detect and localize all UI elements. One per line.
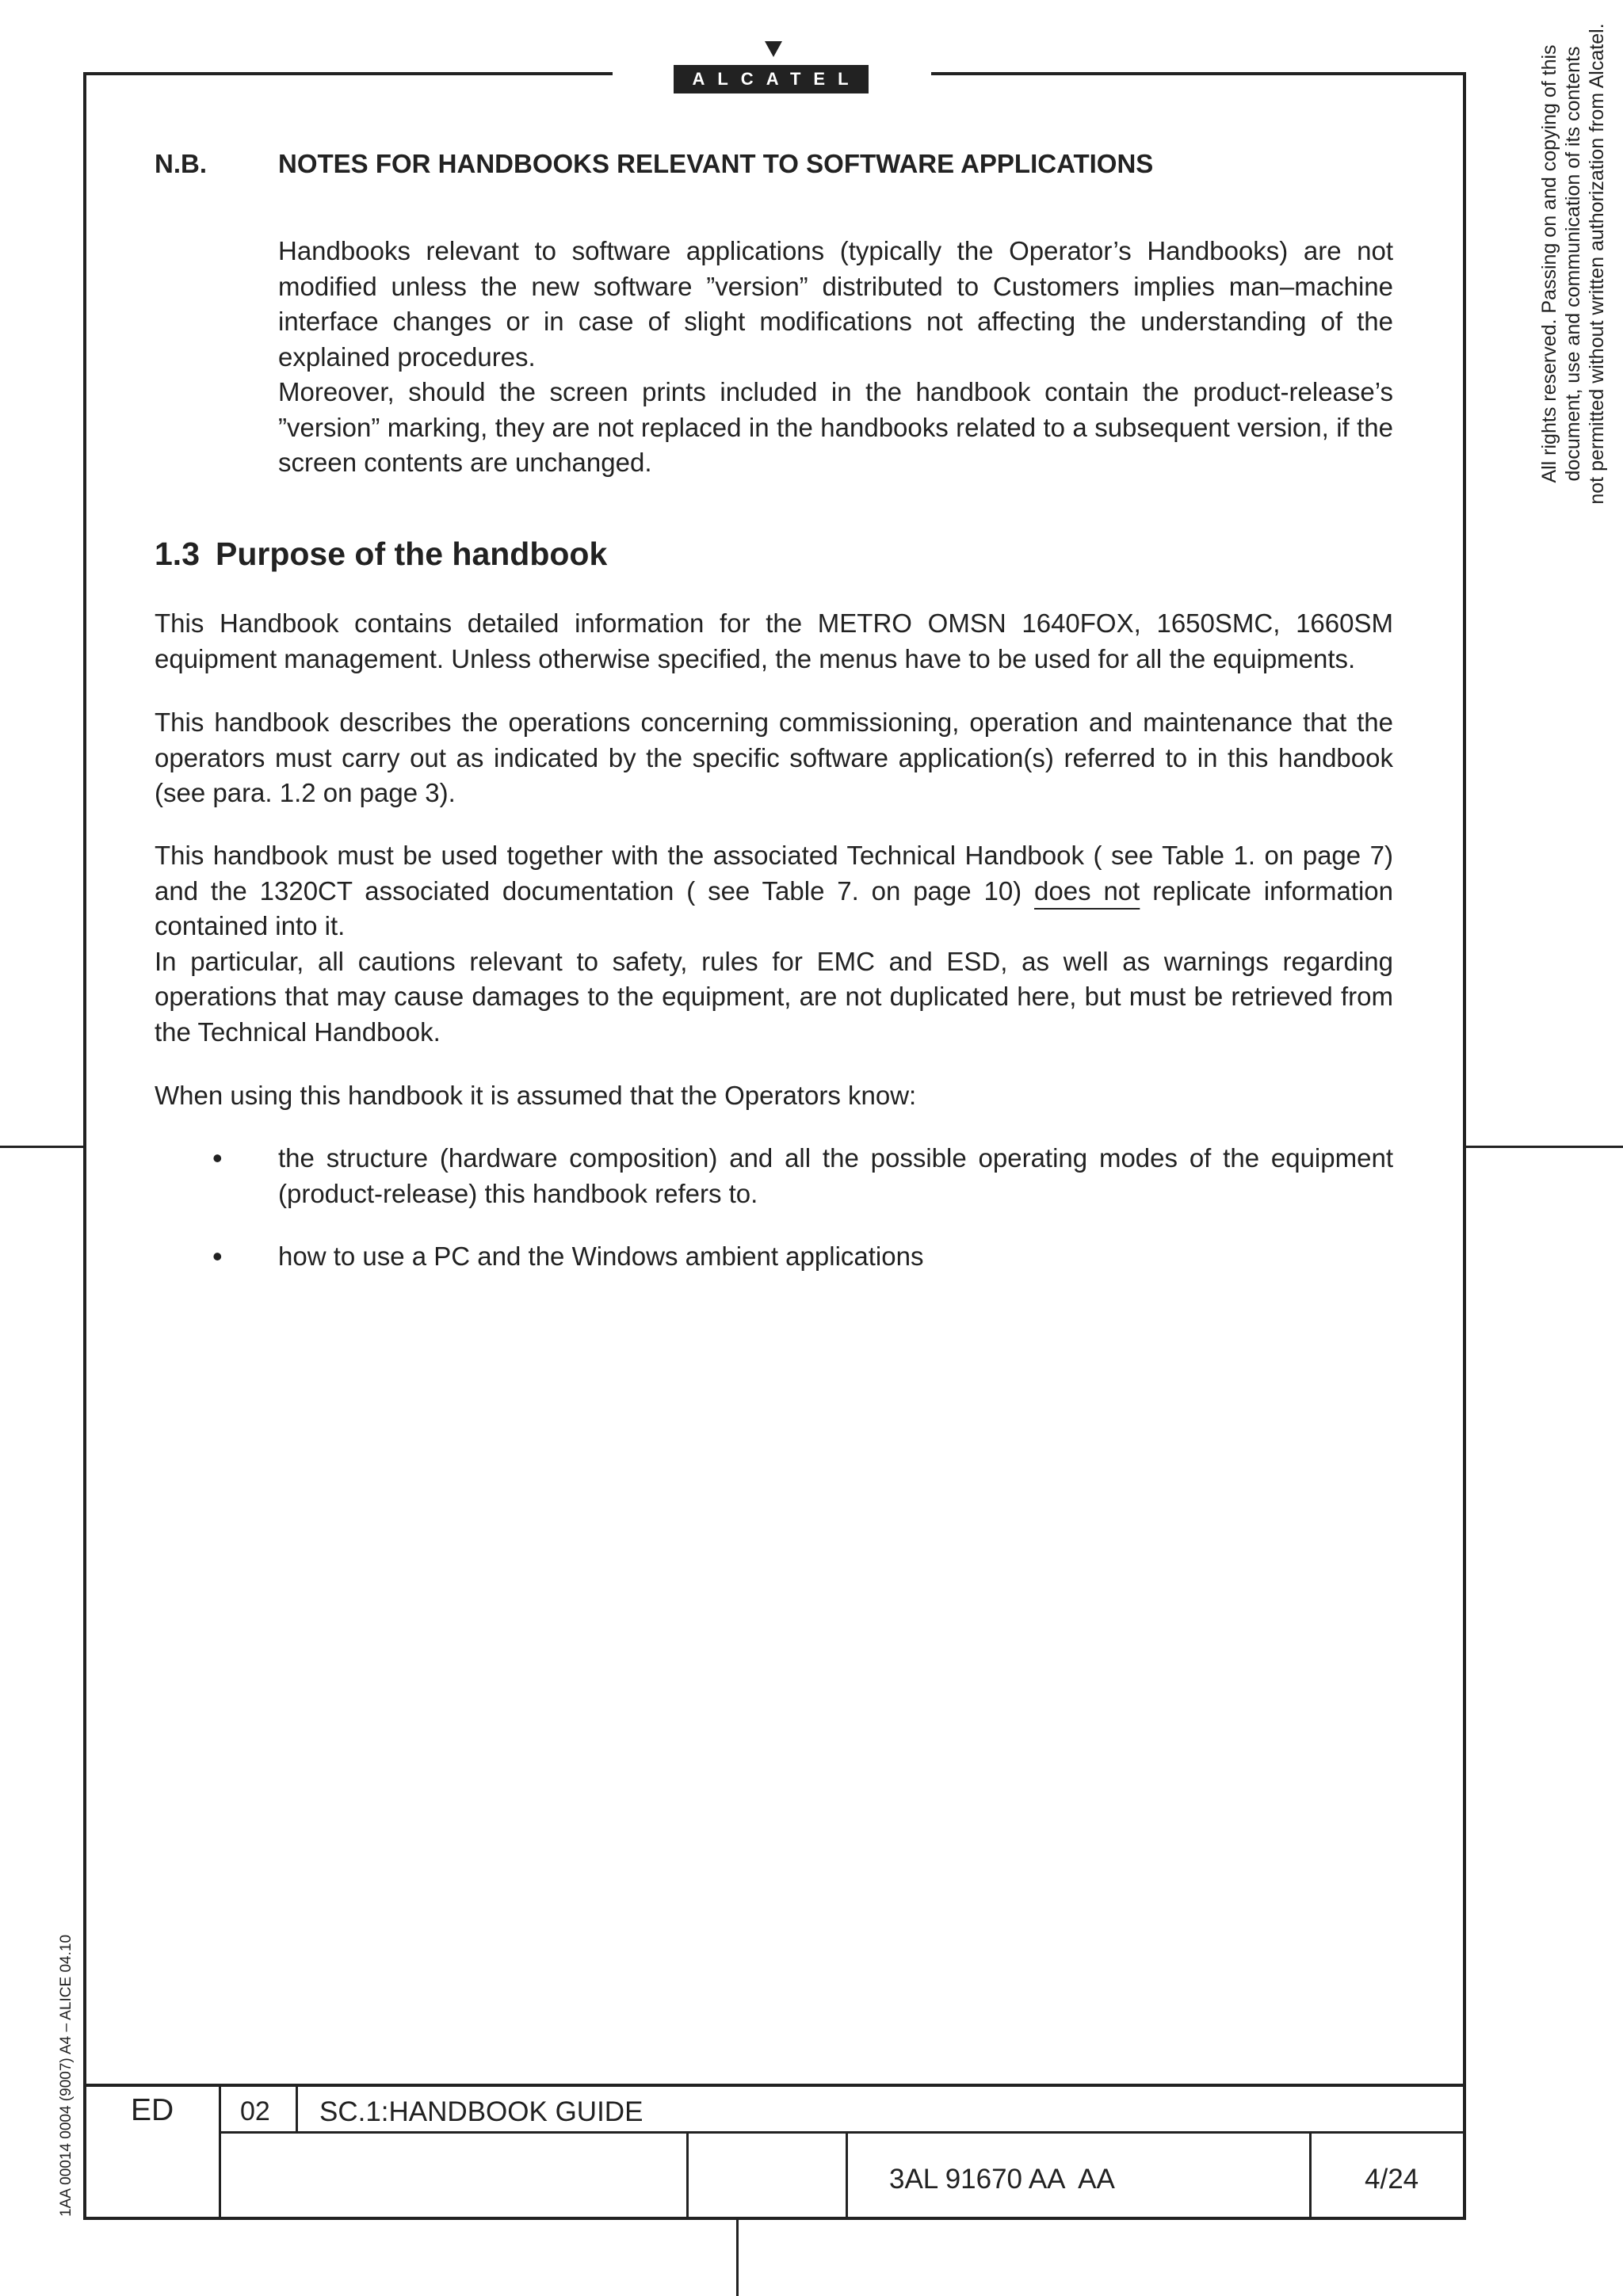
form-code: 1AA 00014 0004 (9007) A4 – ALICE 04.10 xyxy=(58,1934,74,2217)
frame-top-right xyxy=(931,72,1466,75)
note-label: N.B. xyxy=(155,149,207,178)
section-number: 1.3 xyxy=(155,536,200,572)
alcatel-logo: ALCATEL xyxy=(674,65,869,93)
bullet-marker-2: • xyxy=(212,1240,223,1272)
footer-divider-b xyxy=(846,2131,848,2220)
section-title: Purpose of the handbook xyxy=(216,536,608,572)
bullet-item-2: how to use a PC and the Windows ambient applications xyxy=(278,1241,924,1271)
bullet-marker-1: • xyxy=(212,1142,223,1174)
note-paragraph-2: Moreover, should the screen prints included in the handbook contain the product-release’s ”version” marking, they are not replaced in the handbooks related to a subsequent version, if the screen contents are unchanged. xyxy=(278,377,1393,477)
footer-document-title: SC.1:HANDBOOK GUIDE xyxy=(319,2096,643,2127)
margin-tick-left xyxy=(0,1146,83,1148)
section-heading xyxy=(155,536,607,573)
footer-divider-c xyxy=(1309,2131,1312,2220)
copyright-notice: All rights reserved. Passing on and copying of this document, use and communication of its contents not permitted without written authorization from Alcatel. xyxy=(1538,23,1608,505)
footer-middle-border xyxy=(220,2131,1466,2134)
footer-ed-label: ED xyxy=(131,2093,174,2127)
emphasis-does-not: does not xyxy=(1034,875,1140,906)
margin-tick-right xyxy=(1466,1146,1623,1148)
margin-tick-bottom xyxy=(736,2220,739,2296)
section-paragraph-2: This handbook describes the operations concerning commissioning, operation and maintenance that the operators must carry out as indicated by the specific software application(s) referred to in this handbook (see para. 1.2 on page 3). xyxy=(155,707,1393,807)
section-paragraph-5: When using this handbook it is assumed that the Operators know: xyxy=(155,1081,917,1110)
note-title: NOTES FOR HANDBOOKS RELEVANT TO SOFTWARE APPLICATIONS xyxy=(278,149,1154,178)
footer-divider-edition xyxy=(296,2084,298,2133)
frame-bottom xyxy=(83,2217,1466,2220)
frame-top-left xyxy=(83,72,613,75)
note-paragraph-1: Handbooks relevant to software applications (typically the Operator’s Handbooks) are not modified unless the new software ”version” distributed to Customers implies man–machine interface changes or in case of slight modifications not affecting the understanding of the explained procedures. xyxy=(278,236,1393,372)
footer-top-border xyxy=(83,2084,1466,2087)
frame-left xyxy=(83,72,86,2220)
bullet-item-1: the structure (hardware composition) and all the possible operating modes of the equipment (product-release) this handbook refers to. xyxy=(278,1143,1393,1208)
footer-divider-ed xyxy=(219,2084,221,2220)
section-paragraph-4: In particular, all cautions relevant to safety, rules for EMC and ESD, as well as warnings regarding operations that may cause damages to the equipment, are not duplicated here, but must be retrieved from the Technical Handbook. xyxy=(155,946,1393,1047)
footer-divider-a xyxy=(686,2131,689,2220)
footer-edition-number: 02 xyxy=(240,2096,270,2126)
footer-document-code: 3AL 91670 AA AA xyxy=(889,2164,1115,2195)
section-paragraph-3: This handbook must be used together with the associated Technical Handbook ( see Table 1. on page 7) and the 1320CT associated documentation ( see Table 7. on page 10) does not replicate information contained into it. In particular, all cautions relevant to safety, rules for EMC and ESD, as well as warnings regarding operations that may cause damages to the equipment, are not duplicated here, but must be retrieved from the Technical Handbook. xyxy=(155,838,1393,1050)
footer-page-number: 4/24 xyxy=(1365,2164,1419,2195)
logo-triangle-icon xyxy=(765,41,782,57)
section-paragraph-1: This Handbook contains detailed information for the METRO OMSN 1640FOX, 1650SMC, 1660SM equipment management. Unless otherwise specified, the menus have to be used for all the equipments. xyxy=(155,608,1393,673)
note-body xyxy=(278,234,1393,481)
